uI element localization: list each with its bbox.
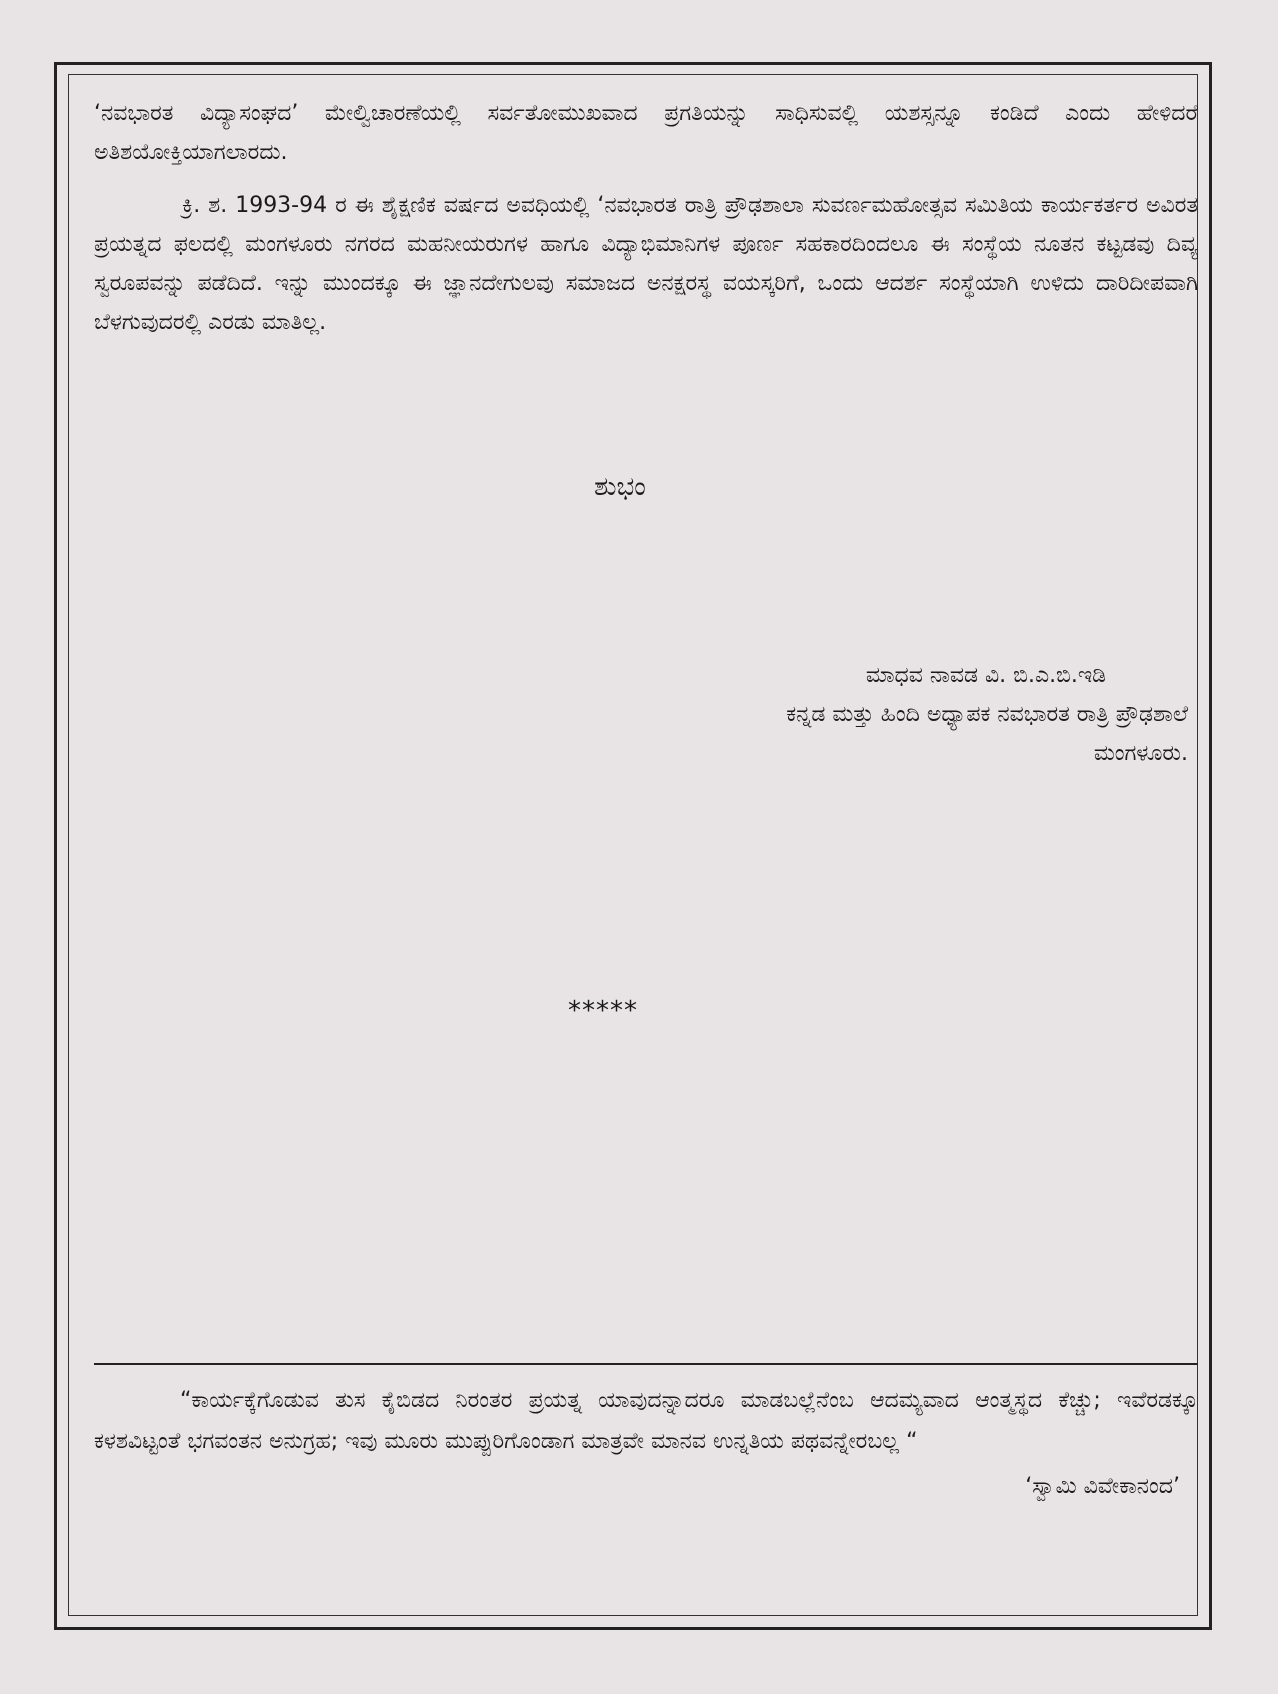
author-role: ಕನ್ನಡ ಮತ್ತು ಹಿಂದಿ ಅಧ್ಯಾಪಕ ನವಭಾರತ ರಾತ್ರಿ ಪ್ರೌಢಶಾಲೆ [786, 702, 1188, 727]
paragraph-building: ಕ್ರಿ. ಶ. 1993-94 ರ ಈ ಶೈಕ್ಷಣಿಕ ವರ್ಷದ ಅವಧಿಯಲ್ಲಿ ‘ನವಭಾರತ ರಾತ್ರಿ ಪ್ರೌಢಶಾಲಾ ಸುವರ್ಣಮಹೋತ್ಸವ ಸಮಿತಿಯ ಕಾರ್ಯಕರ್ತರ ಅವಿರತ ಪ್ರಯತ್ನದ ಫಲದಲ್ಲಿ ಮಂಗಳೂರು ನಗರದ ಮಹನೀಯರುಗಳ ಹಾಗೂ ವಿದ್ಯಾಭಿಮಾನಿಗಳ ಪೂರ್ಣ ಸಹಕಾರದಿಂದಲೂ ಈ ಸಂಸ್ಥೆಯ ನೂತನ ಕಟ್ಟಡವು ದಿವ್ಯ ಸ್ವರೂಪವನ್ನು ಪಡೆದಿದೆ. ಇನ್ನು ಮುಂದಕ್ಕೂ ಈ ಜ್ಞಾನದೇಗುಲವು ಸಮಾಜದ ಅನಕ್ಷರಸ್ಥ ವಯಸ್ಕರಿಗೆ, ಒಂದು ಆದರ್ಶ ಸಂಸ್ಥೆಯಾಗಿ ಉಳಿದು ದಾರಿದೀಪವಾಗಿ ಬೆಳಗುವುದರಲ್ಲಿ ಎರಡು ಮಾತಿಲ್ಲ. [94, 193, 1198, 335]
author-place: ಮಂಗಳೂರು. [1093, 741, 1188, 766]
author-name: ಮಾಧವ ನಾವಡ ವಿ. ಬಿ.ಎ.ಬಿ.ಇಡಿ [865, 663, 1106, 688]
quote-attribution: ‘ಸ್ವಾಮಿ ವಿವೇಕಾನಂದ’ [1025, 1474, 1180, 1499]
closing-word: ಶುಭಂ [594, 472, 646, 502]
paragraph-intro: ‘ನವಭಾರತ ವಿದ್ಯಾಸಂಘದ’ ಮೇಲ್ವಿಚಾರಣೆಯಲ್ಲಿ ಸರ್ವತೋಮುಖವಾದ ಪ್ರಗತಿಯನ್ನು ಸಾಧಿಸುವಲ್ಲಿ ಯಶಸ್ಸನ್ನೂ ಕಂಡಿದೆ ಎಂದು ಹೇಳಿದರೆ ಅತಿಶಯೋಕ್ತಿಯಾಗಲಾರದು. [94, 101, 1198, 165]
horizontal-divider [94, 1363, 1198, 1365]
star-separator: ***** [568, 996, 638, 1026]
quote-text: “ಕಾರ್ಯಕ್ಕೆಗೊಡುವ ತುಸ ಕೈಬಿಡದ ನಿರಂತರ ಪ್ರಯತ್ನ ಯಾವುದನ್ನಾದರೂ ಮಾಡಬಲ್ಲೆನೆಂಬ ಆದಮ್ಯವಾದ ಆಂತ್ಮಸ್ಥದ ಕೆಚ್ಚು; ಇವೆರಡಕ್ಕೂ ಕಳಶವಿಟ್ಟಂತೆ ಭಗವಂತನ ಅನುಗ್ರಹ; ಇವು ಮೂರು ಮುಪ್ಪುರಿಗೊಂಡಾಗ ಮಾತ್ರವೇ ಮಾನವ ಉನ್ನತಿಯ ಪಥವನ್ನೇರಬಲ್ಲ “ [94, 1388, 1198, 1454]
quote-block [94, 1380, 1198, 1507]
author-signature [94, 656, 1198, 773]
